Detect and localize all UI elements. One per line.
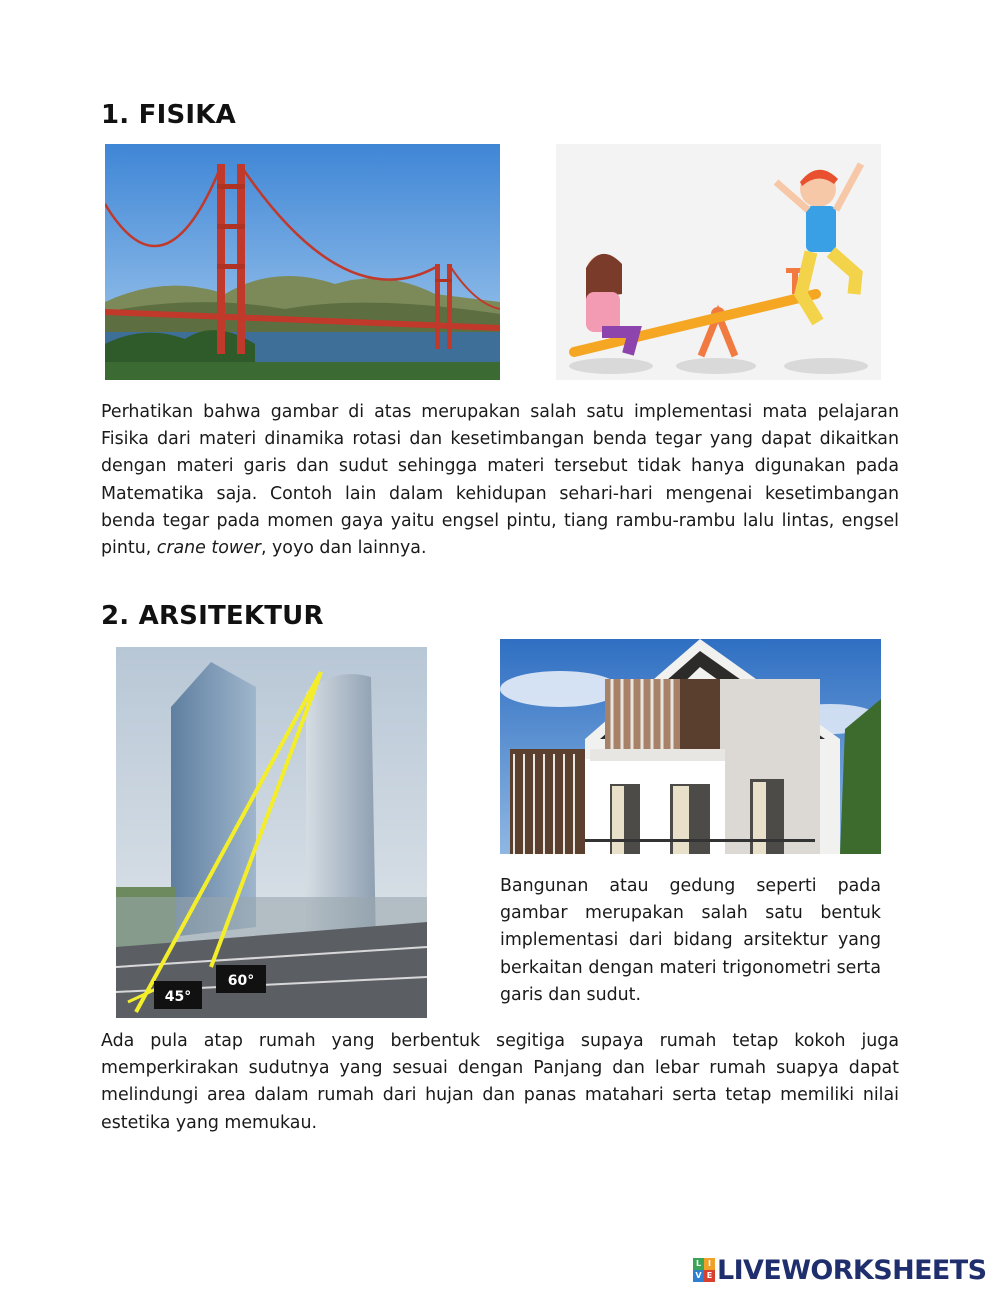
fisika-paragraph xyxy=(101,399,899,562)
logo-letter-e: E xyxy=(704,1270,715,1282)
logo-letter-v: V xyxy=(693,1270,704,1282)
angle-label-45: 45° xyxy=(164,989,192,1005)
fisika-paragraph-text: Perhatikan bahwa gambar di atas merupakan salah satu implementasi mata pelajaran Fisika dari materi dinamika rotasi dan kesetimbangan benda tegar yang dapat dikaitkan dengan materi garis dan sudut sehingga materi tersebut tidak hanya digunakan pada Matematika saja. Contoh lain dalam kehidupan sehari-hari mengenai kesetimbangan benda tegar pada momen gaya yaitu engsel pintu, tiang rambu-rambu lalu lintas, engsel pintu, xyxy=(101,402,899,559)
logo-letter-l: L xyxy=(693,1258,704,1270)
fisika-paragraph-italic: crane tower xyxy=(156,538,261,559)
skyscrapers-angle-image xyxy=(116,647,427,1018)
seesaw-children-image xyxy=(556,144,881,380)
arsitektur-caption: Bangunan atau gedung seperti pada gambar merupakan salah satu bentuk implementasi dari bidang arsitektur yang berkaitan dengan materi trigonometri serta garis dan sudut. xyxy=(500,876,881,1005)
fisika-paragraph-end: , yoyo dan lainnya. xyxy=(260,538,427,559)
golden-gate-bridge-image xyxy=(105,144,500,380)
angle-label-60: 60° xyxy=(227,973,255,989)
liveworksheets-logo-icon xyxy=(693,1258,715,1282)
section-heading-fisika: 1. FISIKA xyxy=(101,100,236,130)
liveworksheets-logo[interactable] xyxy=(693,1253,986,1287)
logo-letter-i: I xyxy=(704,1258,715,1270)
section-heading-arsitektur: 2. ARSITEKTUR xyxy=(101,601,324,631)
arsitektur-paragraph: Ada pula atap rumah yang berbentuk segitiga supaya rumah tetap kokoh juga memperkirakan sudutnya yang sesuai dengan Panjang dan lebar rumah suapya dapat melindungi area dalam rumah dari hujan dan panas matahari serta tetap memiliki nilai estetika yang memukau. xyxy=(101,1031,899,1133)
modern-house-image xyxy=(500,639,881,854)
logo-wordmark: LIVEWORKSHEETS xyxy=(717,1254,987,1286)
